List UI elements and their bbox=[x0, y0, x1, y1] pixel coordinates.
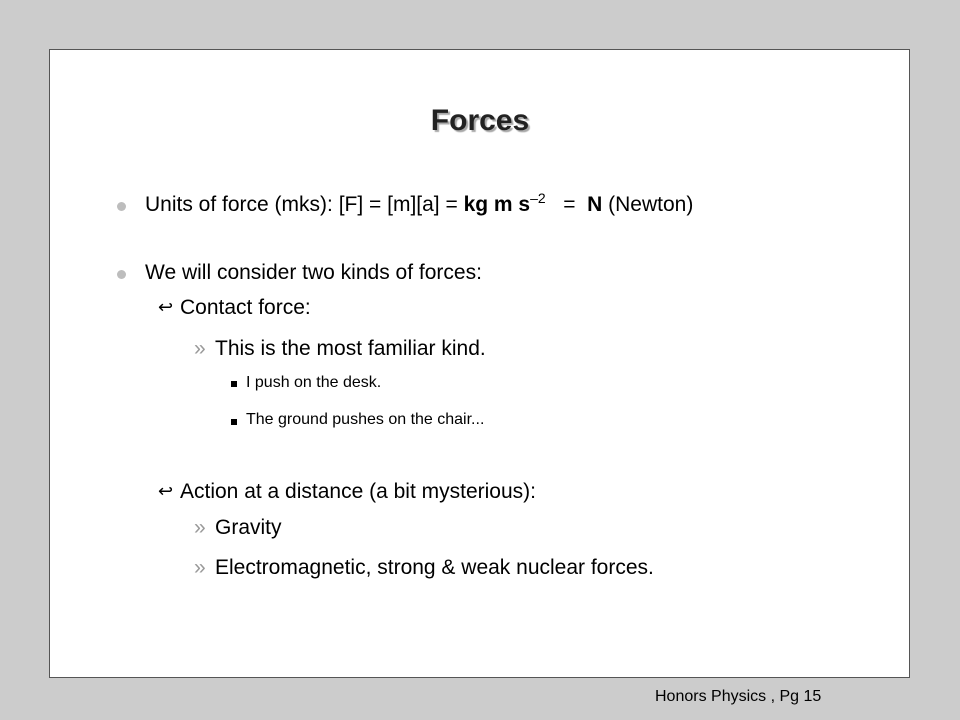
double-angle-right-icon: » bbox=[194, 556, 206, 579]
units-line bbox=[145, 190, 694, 217]
units-prefix: Units of force (mks): [F] = [m][a] = bbox=[145, 193, 464, 216]
gray-dot-icon bbox=[117, 270, 126, 279]
action-item-gravity: Gravity bbox=[215, 516, 282, 539]
units-newton-symbol: N bbox=[587, 193, 603, 216]
page-footer: Honors Physics , Pg 15 bbox=[655, 688, 822, 705]
units-exponent: –2 bbox=[530, 190, 546, 206]
units-suffix: (Newton) bbox=[602, 193, 694, 216]
units-bold: kg m s bbox=[463, 193, 531, 216]
kinds-line: We will consider two kinds of forces: bbox=[145, 261, 482, 284]
small-square-icon bbox=[231, 381, 237, 387]
double-angle-right-icon: » bbox=[194, 337, 206, 360]
contact-example-2: The ground pushes on the chair... bbox=[246, 411, 485, 428]
action-label: Action at a distance (a bit mysterious): bbox=[180, 480, 536, 503]
contact-example-1: I push on the desk. bbox=[246, 374, 382, 391]
double-angle-right-icon: » bbox=[194, 516, 206, 539]
small-square-icon bbox=[231, 419, 237, 425]
units-equals: = bbox=[545, 193, 588, 216]
hooked-left-arrow-icon: ↩ bbox=[158, 297, 174, 318]
slide bbox=[49, 49, 910, 678]
action-item-nuclear: Electromagnetic, strong & weak nuclear forces. bbox=[215, 556, 654, 579]
slide-title: Forces bbox=[430, 104, 530, 137]
gray-dot-icon bbox=[117, 202, 126, 211]
hooked-left-arrow-icon: ↩ bbox=[158, 481, 174, 502]
contact-force-label: Contact force: bbox=[180, 296, 311, 319]
contact-force-sub: This is the most familiar kind. bbox=[215, 337, 486, 360]
